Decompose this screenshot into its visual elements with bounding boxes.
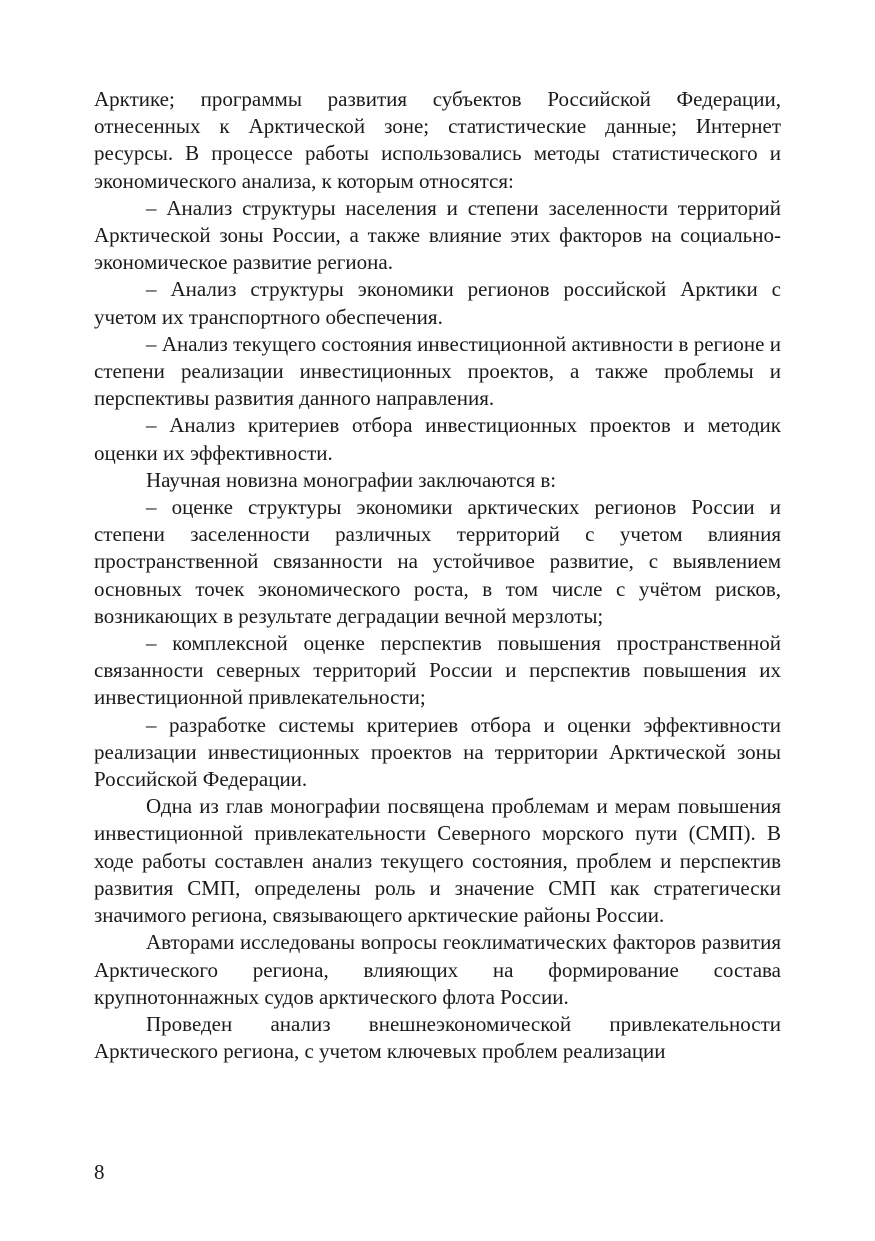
list-item-analysis-economy: – Анализ структуры экономики регионов российской Арктики с учетом их транспортного обеспечения. — [94, 277, 781, 329]
novelty-heading: Научная новизна монографии заключаются в: — [146, 467, 557, 492]
list-item-analysis-investment: – Анализ текущего состояния инвестиционной активности в регионе и степени реализации инвестиционных проектов, а также проблемы и перспективы развития данного направления. — [94, 331, 781, 411]
page-number: 8 — [94, 1160, 105, 1184]
list-item-analysis-population: – Анализ структуры населения и степени заселенности территорий Арктической зоны России, а также влияние этих факторов на социально-экономическое развитие региона. — [94, 195, 781, 275]
paragraph-nsr: Одна из глав монографии посвящена проблемам и мерам повышения инвестиционной привлекательности Северного морского пути (СМП). В ходе работы составлен анализ текущего состояния, проблем и перспектив развития СМП, определены роль и значение СМП как стратегически значимого региона, связывающего арктические районы России. — [94, 794, 781, 928]
paragraph-1: Арктике; программы развития субъектов Российской Федерации, отнесенных к Арктической зоне; статистические данные; Интернет ресурсы. В процессе работы использовались методы статистического и экономического анализа, к которым относятся: — [94, 87, 781, 193]
list-item-analysis-criteria: – Анализ критериев отбора инвестиционных проектов и методик оценки их эффективности. — [94, 413, 781, 465]
paragraph-geoclimate: Авторами исследованы вопросы геоклиматических факторов развития Арктического региона, влияющих на формирование состава крупнотоннажных судов арктического флота России. — [94, 930, 781, 1009]
page-body — [94, 86, 781, 1065]
list-item-novelty-criteria: – разработке системы критериев отбора и оценки эффективности реализации инвестиционных проектов на территории Арктической зоны Российской Федерации. — [94, 712, 781, 792]
list-item-novelty-connectivity: – комплексной оценке перспектив повышения пространственной связанности северных территорий России и перспектив повышения их инвестиционной привлекательности; — [94, 631, 781, 710]
paragraph-foreign-economic: Проведен анализ внешнеэкономической привлекательности Арктического региона, с учетом ключевых проблем реализации — [94, 1011, 781, 1064]
list-item-novelty-structure: – оценке структуры экономики арктических регионов России и степени заселенности различных территорий с учетом влияния пространственной связанности на устойчивое развитие, с выявлением основных точек экономического роста, в том числе с учётом рисков, возникающих в результате деградации вечной мерзлоты; — [94, 495, 781, 628]
